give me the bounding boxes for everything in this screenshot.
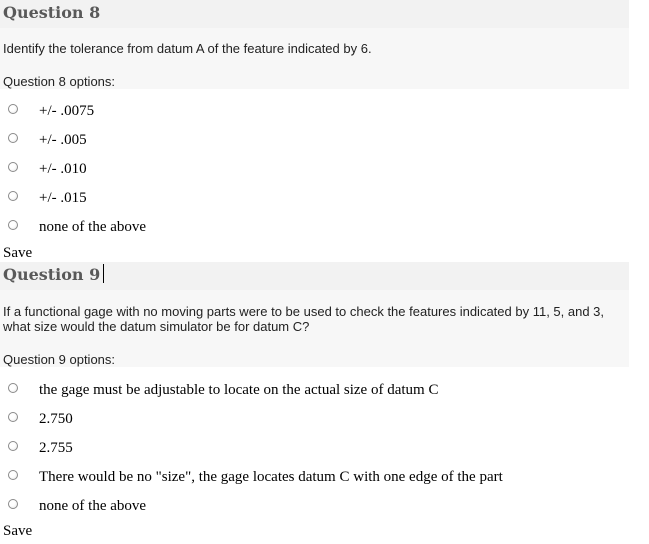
options-list (0, 377, 629, 522)
option (0, 493, 629, 522)
text-cursor (103, 264, 104, 283)
option (0, 435, 629, 464)
option-radio[interactable] (8, 412, 18, 422)
option-label[interactable]: +/- .0075 (39, 103, 95, 119)
options-label: Question 8 options: (3, 74, 116, 89)
options-list (0, 99, 629, 244)
question-text: If a functional gage with no moving parts were to be used to check the features indicated by 11, 5, and 3, what size would the datum simulator be for datum C? (3, 304, 605, 334)
option-radio[interactable] (8, 383, 18, 393)
option-label[interactable]: none of the above (39, 498, 147, 514)
question-body (0, 290, 629, 367)
option-label[interactable]: the gage must be adjustable to locate on the actual size of datum C (39, 382, 439, 398)
option (0, 157, 629, 186)
option (0, 464, 629, 493)
option (0, 215, 629, 244)
option-label[interactable]: 2.750 (39, 411, 73, 427)
option-label[interactable]: none of the above (39, 219, 147, 235)
option-radio[interactable] (8, 499, 18, 509)
option-radio[interactable] (8, 104, 18, 114)
option (0, 128, 629, 157)
option (0, 186, 629, 215)
option-radio[interactable] (8, 220, 18, 230)
option-label[interactable]: 2.755 (39, 440, 73, 456)
option-radio[interactable] (8, 191, 18, 201)
options-label: Question 9 options: (3, 352, 116, 367)
question-title: Question 9 (3, 265, 101, 284)
question-title: Question 8 (3, 3, 101, 22)
option-label[interactable]: +/- .010 (39, 161, 87, 177)
question-8 (0, 0, 629, 262)
question-9 (0, 262, 629, 540)
question-text: Identify the tolerance from datum A of the feature indicated by 6. (3, 41, 372, 56)
question-body (0, 28, 629, 89)
question-header (0, 0, 629, 28)
option-label[interactable]: +/- .015 (39, 190, 87, 206)
option-radio[interactable] (8, 470, 18, 480)
option (0, 406, 629, 435)
save-button[interactable]: Save (3, 523, 33, 539)
option (0, 99, 629, 128)
option-radio[interactable] (8, 133, 18, 143)
option-label[interactable]: There would be no "size", the gage locates datum C with one edge of the part (39, 469, 503, 485)
save-button[interactable]: Save (3, 245, 33, 261)
option (0, 377, 629, 406)
option-radio[interactable] (8, 162, 18, 172)
question-header (0, 262, 629, 290)
option-label[interactable]: +/- .005 (39, 132, 87, 148)
option-radio[interactable] (8, 441, 18, 451)
